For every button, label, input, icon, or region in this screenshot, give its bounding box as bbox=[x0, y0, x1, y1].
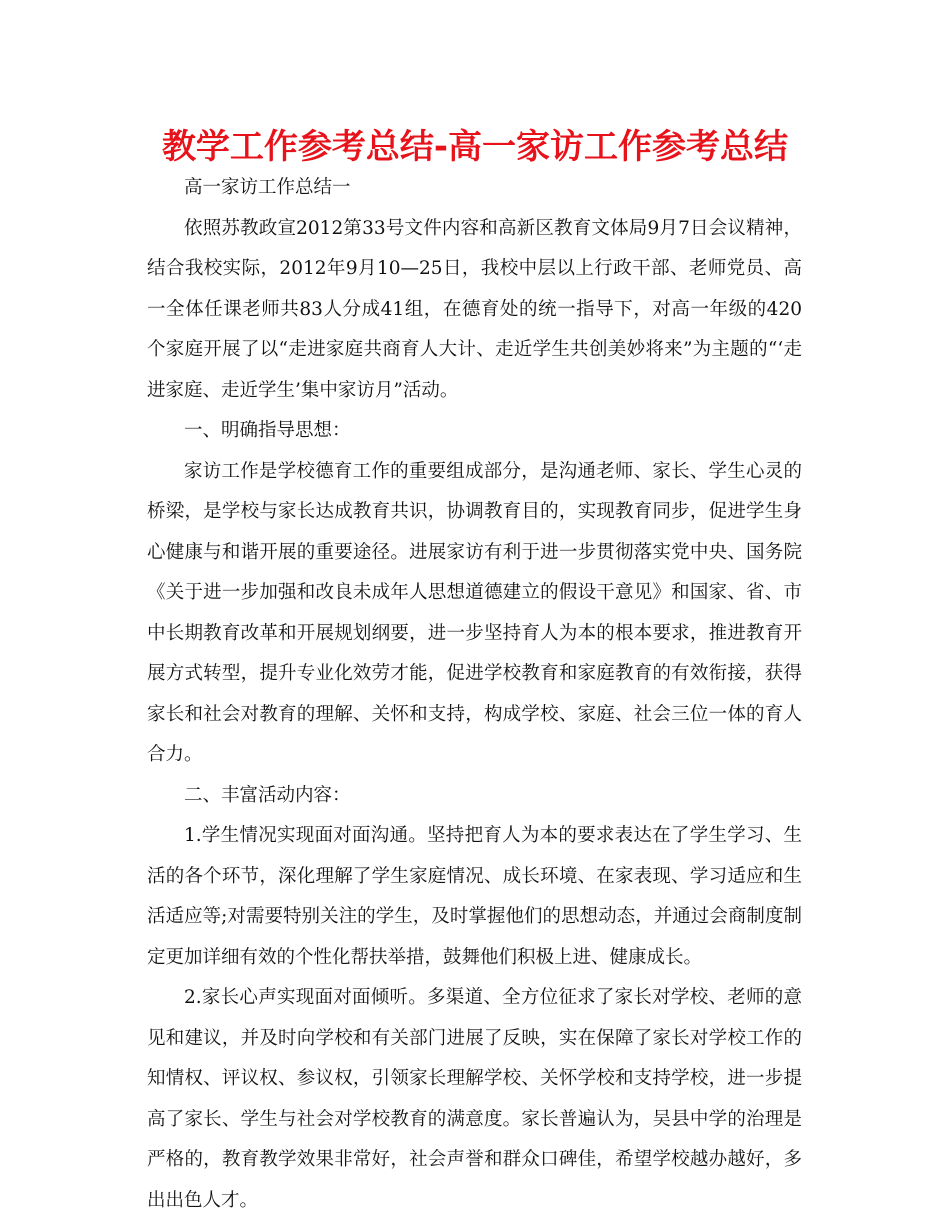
section-heading-1: 一、明确指导思想： bbox=[184, 420, 351, 441]
paragraph-item-2: 2.家长心声实现面对面倾听。多渠道、全方位征求了家长对学校、老师的意见和建议，并及时向学校和有关部门进展了反映，实在保障了家长对学校工作的知情权、评议权、参议权，引领家长理解学校、关怀学校和支持学校，进一步提高了家长、学生与社会对学校教育的满意度。家长普遍认为，吴县中学的治理是严格的，教育教学效果非常好，社会声誉和群众口碑佳，希望学校越办越好，多出出色人才。 bbox=[147, 987, 802, 1211]
paragraph-item-1: 1.学生情况实现面对面沟通。坚持把育人为本的要求表达在了学生学习、生活的各个环节，深化理解了学生家庭情况、成长环境、在家表现、学习适应和生活适应等;对需要特别关注的学生，及时掌握他们的思想动态，并通过会商制度制定更加详细有效的个性化帮扶举措，鼓舞他们积极上进、健康成长。 bbox=[147, 825, 802, 968]
section-heading-2: 二、丰富活动内容： bbox=[184, 784, 351, 806]
paragraph-section-1: 家访工作是学校德育工作的重要组成部分，是沟通老师、家长、学生心灵的桥梁，是学校与家长达成教育共识，协调教育目的，实现教育同步，促进学生身心健康与和谐开展的重要途径。进展家访有利于进一步贯彻落实党中央、国务院《关于进一步加强和改良未成年人思想道德建立的假设干意见》和国家、省、市中长期教育改革和开展规划纲要，进一步坚持育人为本的根本要求，推进教育开展方式转型，提升专业化效劳才能，促进学校教育和家庭教育的有效衔接，获得家长和社会对教育的理解、关怀和支持，构成学校、家庭、社会三位一体的育人合力。 bbox=[147, 460, 802, 765]
paragraph-subtitle: 高一家访工作总结一 bbox=[184, 177, 351, 198]
document-body bbox=[147, 168, 802, 1221]
paragraph-intro: 依照苏教政宣2012第33号文件内容和高新区教育文体局9月7日会议精神，结合我校实际，2012年9月10—25日，我校中层以上行政干部、老师党员、高一全体任课老师共83人分成41组，在德育处的统一指导下，对高一年级的420个家庭开展了以“走进家庭共商育人大计、走近学生共创美妙将来”为主题的“‘走进家庭、走近学生’集中家访月”活动。 bbox=[147, 217, 802, 401]
document-title: 教学工作参考总结-高一家访工作参考总结 bbox=[161, 127, 789, 167]
